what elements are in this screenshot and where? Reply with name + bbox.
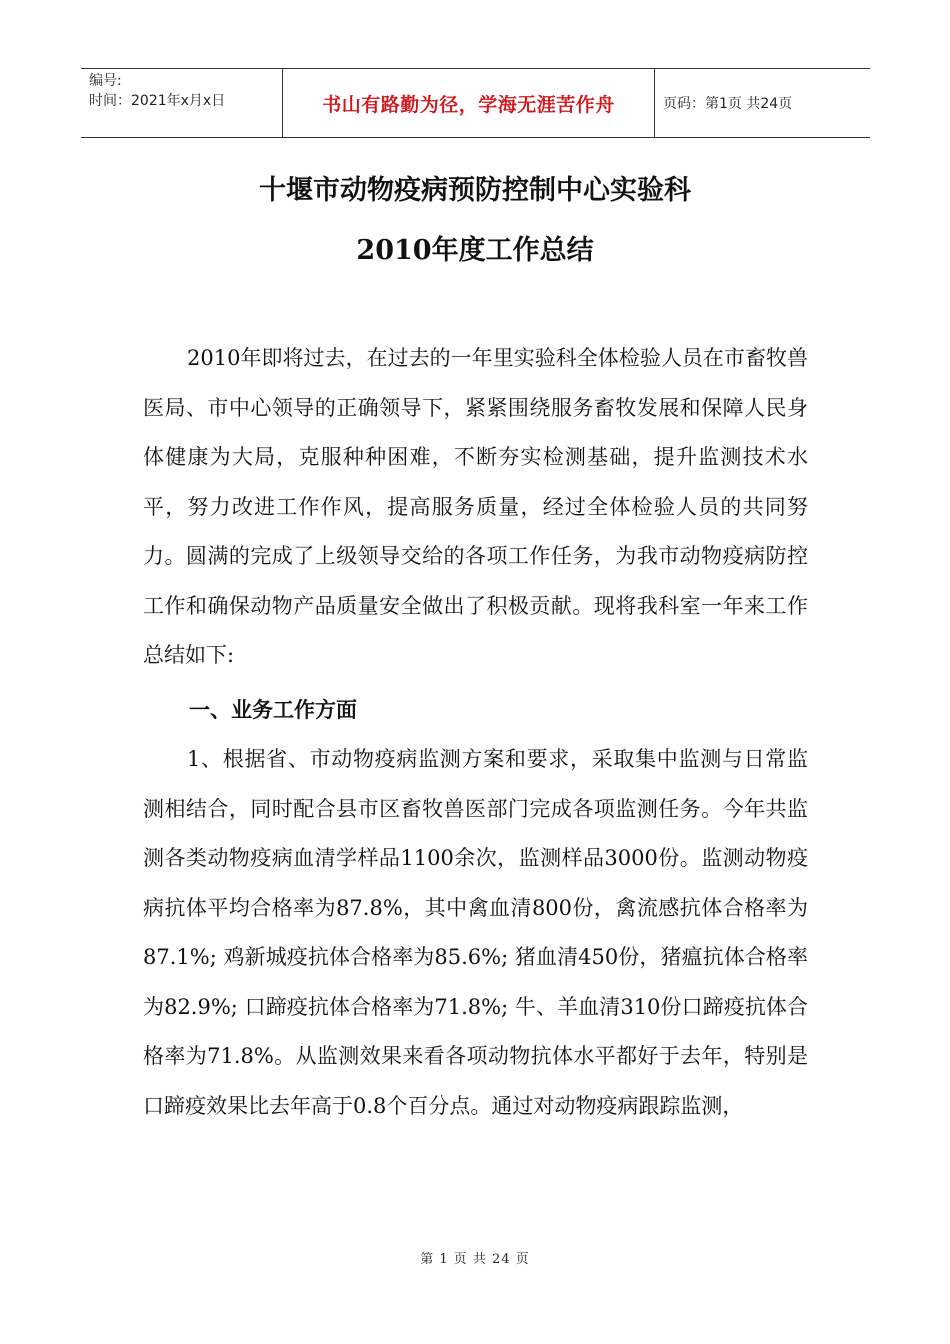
- header-page-info: 页码：第1页 共24页: [663, 96, 793, 112]
- item-paragraph: 1、根据省、市动物疫病监测方案和要求，采取集中监测与日常监测相结合，同时配合县市区畜牧兽医部门完成各项监测任务。今年共监测各类动物疫病血清学样品1100余次，监测样品3000份。监测动物疫病抗体平均合格率为87.8%，其中禽血清800份，禽流感抗体合格率为87.1%; 鸡新城疫抗体合格率为85.6%; 猪血清450份，猪瘟抗体合格率为82.9%; 口蹄疫抗体合格率为71.8%; 牛、羊血清310份口蹄疫抗体合格率为71.8%。从监测效果来看各项动物抗体水平都好于去年，特别是口蹄疫效果比去年高于0.8个百分点。通过对动物疫病跟踪监测，: [143, 747, 808, 1118]
- document-title-line1: 十堰市动物疫病预防控制中心实验科: [259, 175, 691, 206]
- section-heading: 一、业务工作方面: [189, 698, 357, 722]
- intro-paragraph: 2010年即将过去，在过去的一年里实验科全体检验人员在市畜牧兽医局、市中心领导的正确领导下，紧紧围绕服务畜牧发展和保障人民身体健康为大局，克服种种困难，不断夯实检测基础，提升监测技术水平，努力改进工作作风，提高服务质量，经过全体检验人员的共同努力。圆满的完成了上级领导交给的各项工作任务，为我市动物疫病防控工作和确保动物产品质量安全做出了积极贡献。现将我科室一年来工作总结如下:: [143, 346, 808, 667]
- time-label: 时间：2021年x月x日: [89, 93, 226, 109]
- document-title-line2: 2010年度工作总结: [356, 235, 594, 266]
- document-header: [81, 68, 870, 138]
- page-footer: 第 1 页 共 24 页: [420, 1252, 530, 1267]
- number-label: 编号:: [89, 73, 122, 89]
- header-motto: 书山有路勤为径，学海无涯苦作舟: [282, 69, 655, 137]
- header-meta: [81, 69, 282, 137]
